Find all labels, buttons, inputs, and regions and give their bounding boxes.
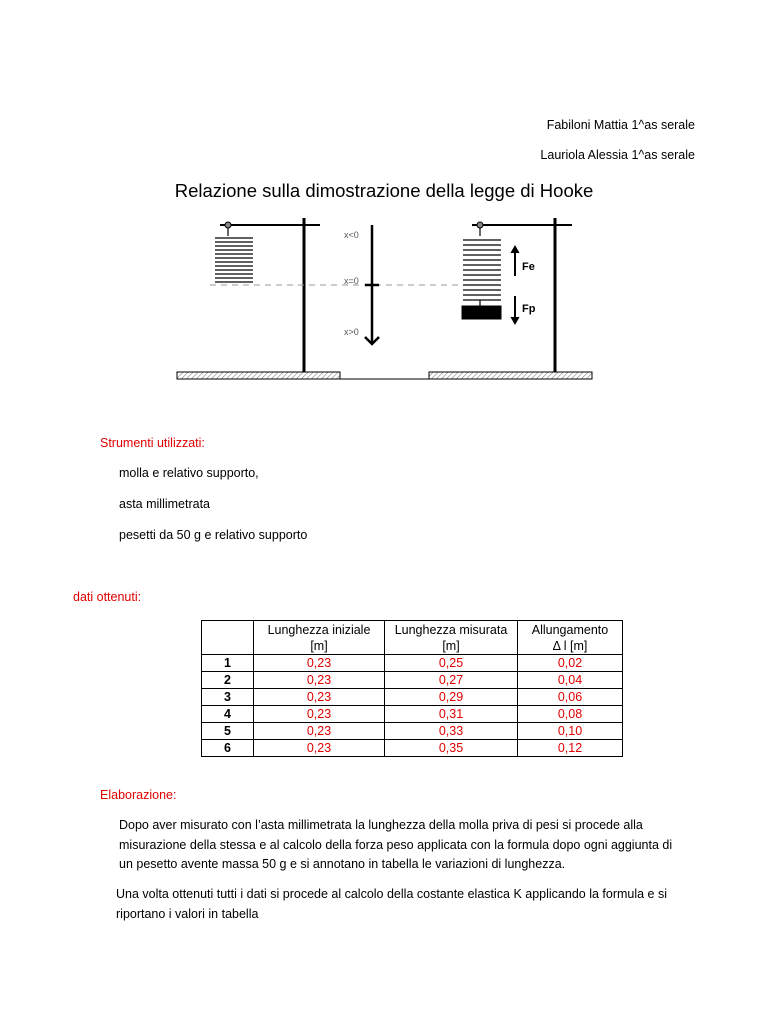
elaborazione-heading: Elaborazione: — [100, 788, 177, 802]
table-header-cell: Lunghezza iniziale [m] — [254, 621, 385, 655]
author-2: Lauriola Alessia 1^as serale — [540, 148, 695, 162]
table-cell: 0,06 — [518, 689, 623, 706]
table-cell: 0,10 — [518, 723, 623, 740]
table-cell: 0,23 — [254, 706, 385, 723]
dati-heading: dati ottenuti: — [73, 590, 142, 604]
left-support — [215, 218, 320, 372]
table-cell: 0,31 — [385, 706, 518, 723]
label-x-greater: x>0 — [344, 327, 359, 337]
table-row — [202, 706, 623, 723]
table-cell: 0,23 — [254, 689, 385, 706]
table-row — [202, 723, 623, 740]
table-cell: 0,27 — [385, 672, 518, 689]
row-index: 3 — [202, 689, 254, 706]
page-title: Relazione sulla dimostrazione della legge di Hooke — [174, 180, 594, 201]
table-cell: 0,23 — [254, 723, 385, 740]
table-cell: 0,04 — [518, 672, 623, 689]
row-index: 5 — [202, 723, 254, 740]
strumenti-heading: Strumenti utilizzati: — [100, 436, 205, 450]
strumenti-item: pesetti da 50 g e relativo supporto — [119, 528, 308, 542]
table-row — [202, 740, 623, 757]
table-cell: 0,23 — [254, 655, 385, 672]
row-index: 6 — [202, 740, 254, 757]
table-cell: 0,35 — [385, 740, 518, 757]
data-table — [201, 620, 623, 757]
row-index: 1 — [202, 655, 254, 672]
row-index: 4 — [202, 706, 254, 723]
table-row — [202, 672, 623, 689]
table-cell: 0,08 — [518, 706, 623, 723]
author-1: Fabiloni Mattia 1^as serale — [546, 118, 695, 132]
table-cell: 0,29 — [385, 689, 518, 706]
table-cell: 0,33 — [385, 723, 518, 740]
table-row — [202, 689, 623, 706]
table-cell: 0,12 — [518, 740, 623, 757]
table-header-cell: Allungamento Δ l [m] — [518, 621, 623, 655]
label-fp: Fp — [522, 303, 536, 315]
table-cell: 0,25 — [385, 655, 518, 672]
label-x-less: x<0 — [344, 230, 359, 240]
axis-arrow — [365, 225, 379, 344]
table-header-cell — [202, 621, 254, 655]
label-x-zero: x=0 — [344, 276, 359, 286]
table-row — [202, 655, 623, 672]
row-index: 2 — [202, 672, 254, 689]
table-header-cell: Lunghezza misurata [m] — [385, 621, 518, 655]
elaborazione-paragraph-1: Dopo aver misurato con l’asta millimetrata la lunghezza della molla priva di pesi si procede alla misurazione della stessa e al calcolo della forza peso applicata con la formula dopo ogni aggiunta di un pesetto avente massa 50 g e si annotano in tabella le variazioni di lunghezza. — [119, 818, 673, 871]
table-cell: 0,02 — [518, 655, 623, 672]
table-header-row — [202, 621, 623, 655]
ground-left — [177, 372, 340, 379]
elaborazione-paragraph-2: Una volta ottenuti tutti i dati si procede al calcolo della costante elastica K applicando la formula e si riportano i valori in tabella — [116, 887, 668, 921]
strumenti-item: asta millimetrata — [119, 497, 210, 511]
label-fe: Fe — [522, 261, 535, 273]
table-cell: 0,23 — [254, 740, 385, 757]
table-cell: 0,23 — [254, 672, 385, 689]
ground-right — [429, 372, 592, 379]
right-support — [462, 218, 572, 372]
strumenti-item: molla e relativo supporto, — [119, 466, 259, 480]
hooke-diagram — [160, 210, 610, 390]
